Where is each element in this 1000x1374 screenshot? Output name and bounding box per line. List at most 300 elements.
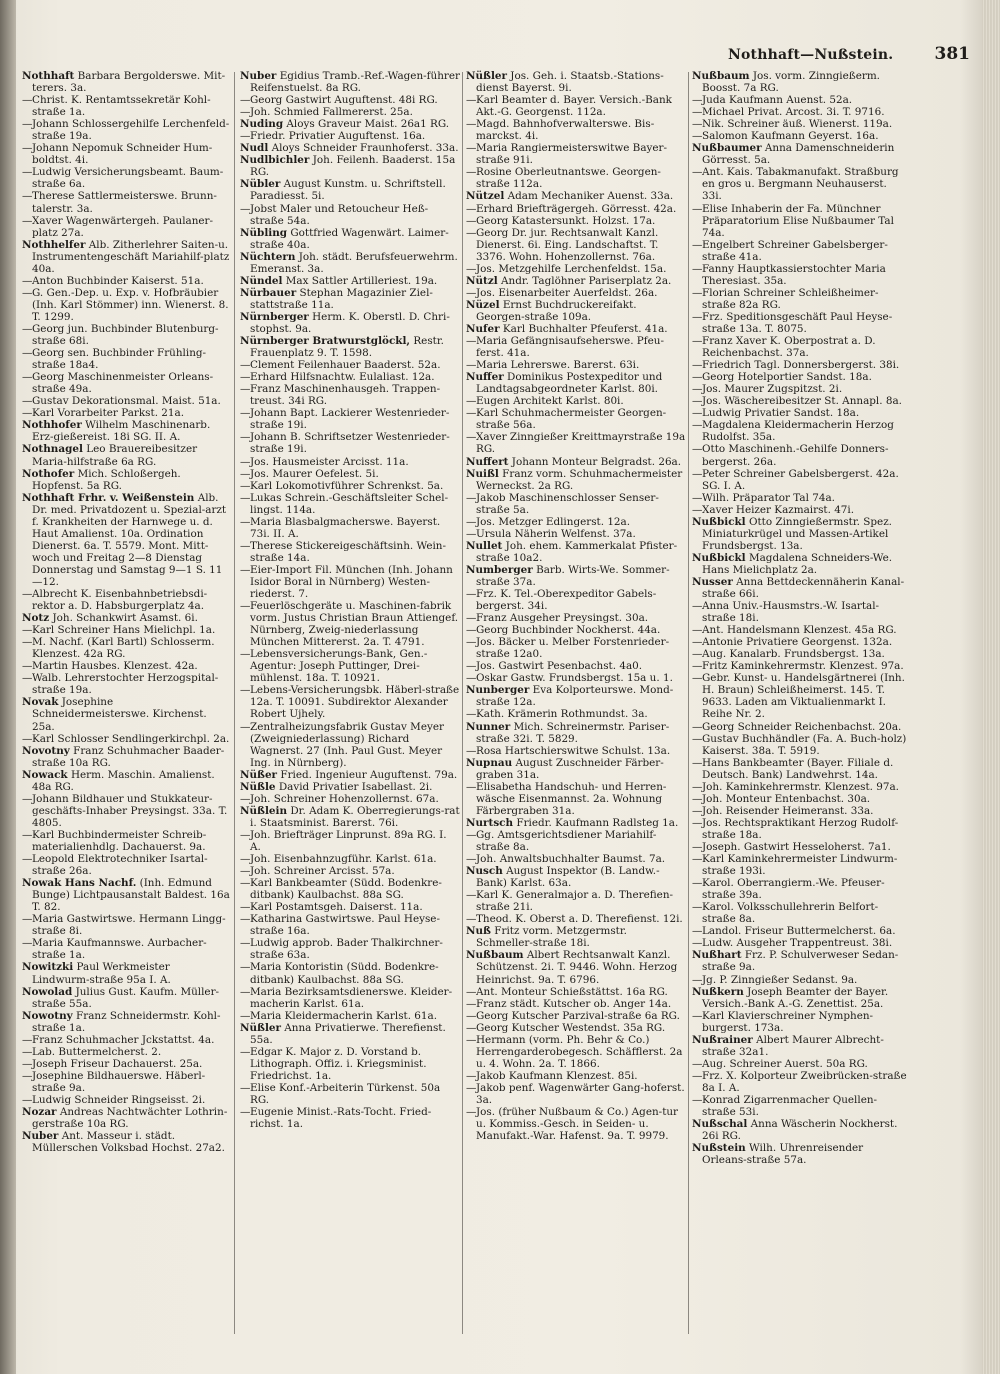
directory-entry	[692, 468, 907, 492]
entry-details: Alb. Dr. med. Privatdozent u. Spezial-arzt f. Krankheiten der Harnwege u. d. Haut Amalienst. 10a. Ordination Dienerst. 6a. T. 5579. Mont. Mitt-woch und Freitag 2—8 Dienstag Donnerstag und Samstag 9—1 S. 11—12.	[32, 491, 227, 588]
entry-details: G. Gen.-Dep. u. Exp. v. Hofbräubier (Inh. Karl Stömmer) inn. Wienerst. 8. T. 1299.	[32, 286, 229, 323]
entry-details: Joh. ehem. Kammerkalat Pfister-straße 10a2.	[476, 539, 678, 564]
entry-surname: Nowak Hans Nachf.	[22, 877, 137, 890]
directory-entry	[466, 721, 686, 745]
entry-details: Johann Schlossergehilfe Lerchenfeld-straße 19a.	[32, 118, 230, 143]
ditto-dash: —	[240, 467, 251, 480]
entry-details: Fanny Hauptkassierstochter Maria Theresiast. 35a.	[702, 262, 886, 287]
entry-details: Johann Bapt. Lackierer Westenrieder-straße 19i.	[250, 407, 450, 432]
entry-surname: Nüßler	[466, 70, 507, 82]
ditto-dash: —	[692, 600, 703, 613]
directory-entry	[692, 853, 907, 877]
ditto-dash: —	[22, 118, 33, 131]
directory-entry	[240, 203, 460, 227]
ditto-dash: —	[22, 407, 33, 420]
entry-details: Hans Bankbeamter (Bayer. Filiale d. Deutsch. Bank) Landwehrst. 14a.	[702, 756, 894, 781]
entry-surname: Nußschal	[692, 1118, 748, 1131]
entry-surname: Novak	[22, 696, 59, 709]
directory-entry	[240, 106, 460, 118]
entry-surname: Nußbickl	[692, 551, 746, 564]
entry-details: David Privatier Isabellast. 2i.	[278, 780, 433, 793]
entry-details: Hermann (vorm. Ph. Behr & Co.) Herrengarderobegesch. Schäfflerst. 2a u. 4. Wohn. 2a. T. 1866.	[476, 1033, 683, 1070]
ditto-dash: —	[22, 322, 33, 335]
entry-details: Jos. Hausmeister Arcisst. 11a.	[250, 455, 409, 468]
entry-details: Therese Stickereigeschäftsinh. Wein-straße 14a.	[250, 539, 447, 564]
directory-entry	[240, 853, 460, 865]
ditto-dash: —	[692, 130, 703, 143]
entry-details: Gustav Buchhändler (Fa. A. Buch-holz) Kaiserst. 38a. T. 5919.	[702, 732, 907, 757]
entry-surname: Notz	[22, 612, 50, 625]
entry-surname: Nothofer	[22, 467, 75, 480]
ditto-dash: —	[22, 274, 33, 287]
directory-entry	[22, 877, 230, 913]
entry-details: Magd. Bahnhofverwalterswe. Bis-marckst. 4i.	[476, 118, 655, 143]
directory-entry	[466, 540, 686, 564]
entry-surname: Nuber	[22, 1130, 59, 1143]
entry-details: Frz. K. Tel.-Oberexpeditor Gabels-bergerst. 34i.	[476, 588, 657, 613]
ditto-dash: —	[466, 1106, 477, 1119]
directory-entry	[240, 564, 460, 600]
entry-details: Johann B. Schriftsetzer Westenrieder-straße 19i.	[250, 431, 450, 456]
directory-entry	[692, 166, 907, 202]
ditto-dash: —	[466, 660, 477, 673]
entry-details: Gustav Dekorationsmal. Maist. 51a.	[32, 395, 221, 408]
ditto-dash: —	[240, 648, 251, 661]
directory-entry	[240, 492, 460, 516]
ditto-dash: —	[466, 359, 477, 372]
entry-surname: Nozar	[22, 1106, 57, 1119]
entry-details: Maria Kaufmannswe. Aurbacher-straße 1a.	[32, 937, 207, 962]
directory-entry	[692, 552, 907, 576]
directory-entry	[240, 516, 460, 540]
ditto-dash: —	[692, 780, 703, 793]
ditto-dash: —	[692, 732, 703, 745]
directory-entry	[692, 721, 907, 733]
entry-details: Ernst Buchdruckereifakt. Georgen-straße 109a.	[476, 298, 637, 323]
entry-surname: Nothhelfer	[22, 238, 86, 251]
ditto-dash: —	[466, 335, 477, 348]
directory-entry	[692, 901, 907, 925]
entry-surname: Nuffert	[466, 455, 509, 468]
entry-details: Jakob Maschinenschlosser Senser-straße 5a.	[476, 491, 659, 516]
entry-details: Karl Beamter d. Bayer. Versich.-Bank Akt.-G. Georgenst. 112a.	[476, 94, 672, 119]
entry-surname: Nothnagel	[22, 443, 83, 456]
directory-entry	[240, 1010, 460, 1022]
entry-details: Jakob penf. Wagenwärter Gang-hoferst. 3a.	[476, 1081, 685, 1106]
directory-entry	[692, 648, 907, 660]
directory-entry	[466, 492, 686, 516]
entry-details: Elise Konf.-Arbeiterin Türkenst. 50a RG.	[250, 1081, 441, 1106]
ditto-dash: —	[692, 286, 703, 299]
entry-details: Karl Schreiner Hans Mielichpl. 1a.	[32, 624, 216, 637]
directory-entry	[692, 359, 907, 371]
directory-entry	[22, 419, 230, 443]
directory-entry	[692, 311, 907, 335]
entry-details: Karl Kaminkehrermeister Lindwurm-straße 193i.	[702, 853, 898, 878]
directory-entry	[466, 275, 686, 287]
directory-entry	[466, 612, 686, 624]
entry-details: Maria Kontoristin (Südd. Bodenkre-ditbank) Kaulbachst. 88a SG.	[250, 961, 439, 986]
entry-details: Anna Privatierwe. Therefienst. 55a.	[250, 1021, 446, 1046]
entry-details: Johann Bildhauer und Stukkateur-geschäfts-Inhaber Preysingst. 33a. T. 4805.	[32, 792, 228, 829]
directory-column-3	[466, 70, 686, 1340]
ditto-dash: —	[466, 828, 477, 841]
entry-details: Joh. Anwaltsbuchhalter Baumst. 7a.	[476, 853, 666, 866]
entry-surname: Nurtsch	[466, 816, 514, 829]
directory-entry	[466, 516, 686, 528]
entry-details: Xaver Zinngießer Kreittmayrstraße 19a RG.	[476, 431, 686, 456]
directory-entry	[692, 203, 907, 239]
entry-details: Ant. Masseur i. städt. Müllerschen Volksbad Hochst. 27a2.	[32, 1130, 225, 1155]
directory-entry	[692, 504, 907, 516]
ditto-dash: —	[22, 395, 33, 408]
entry-details: Gebr. Kunst- u. Handelsgärtnerei (Inh. H. Braun) Schleißheimerst. 145. T. 9633. Laden am Viktualienmarkt I. Reihe Nr. 2.	[702, 672, 905, 721]
entry-surname: Nüchtern	[240, 250, 296, 263]
directory-entry	[692, 986, 907, 1010]
entry-details: Jobst Maler und Retoucheur Heß-straße 54a.	[250, 202, 429, 227]
directory-entry	[692, 287, 907, 311]
ditto-dash: —	[692, 1093, 703, 1106]
directory-entry	[240, 986, 460, 1010]
directory-entry	[466, 1082, 686, 1106]
entry-details: Aloys Schneider Fraunhoferst. 33a.	[271, 142, 459, 155]
entry-surname: Nufer	[466, 322, 500, 335]
entry-details: Mich. Schreinermstr. Pariser-straße 32i. T. 5829.	[476, 720, 670, 745]
directory-entry	[466, 757, 686, 781]
directory-entry	[240, 781, 460, 793]
directory-entry	[22, 733, 230, 745]
page-number: 381	[934, 44, 970, 64]
ditto-dash: —	[692, 419, 703, 432]
entry-surname: Novotny	[22, 744, 70, 757]
ditto-dash: —	[240, 720, 251, 733]
directory-entry	[22, 636, 230, 660]
entry-details: Katharina Gastwirtswe. Paul Heyse-straße 16a.	[250, 913, 440, 938]
entry-details: Oskar Gastw. Frundsbergst. 15a u. 1.	[476, 672, 673, 685]
directory-entry	[692, 757, 907, 781]
ditto-dash: —	[692, 925, 703, 938]
entry-details: Gottfried Wagenwärt. Laimer-straße 40a.	[250, 226, 449, 251]
directory-entry	[466, 853, 686, 865]
ditto-dash: —	[240, 600, 251, 613]
column-rule	[462, 72, 463, 1334]
ditto-dash: —	[692, 648, 703, 661]
column-rule	[688, 72, 689, 1334]
entry-details: Elise Inhaberin der Fa. Münchner Präparatorium Elise Nußbaumer Tal 74a.	[702, 202, 894, 239]
entry-surname: Nuber	[240, 70, 277, 82]
directory-entry	[22, 660, 230, 672]
ditto-dash: —	[240, 94, 251, 107]
entry-details: Albert Rechtsanwalt Kanzl. Schützenst. 2i. T. 9446. Wohn. Herzog Heinrichst. 9a. T. 6796.	[476, 949, 678, 986]
directory-entry	[466, 227, 686, 263]
entry-details: Friedr. Kaufmann Radlsteg 1a.	[516, 816, 679, 829]
directory-entry	[240, 480, 460, 492]
directory-entry	[22, 1106, 230, 1130]
ditto-dash: —	[22, 1045, 33, 1058]
entry-details: Frz. Speditionsgeschäft Paul Heyse-straße 13a. T. 8075.	[702, 310, 893, 335]
ditto-dash: —	[466, 491, 477, 504]
directory-entry	[22, 239, 230, 275]
entry-details: Restr. Frauenplatz 9. T. 1598.	[250, 335, 444, 360]
entry-details: Georg jun. Buchbinder Blutenburg-straße 68i.	[32, 322, 219, 348]
entry-details: Ludwig Privatier Sandst. 18a.	[702, 407, 860, 420]
entry-details: Joh. Schankwirt Asamst. 6i.	[52, 612, 198, 625]
directory-entry	[466, 528, 686, 540]
directory-entry	[466, 913, 686, 925]
directory-entry	[692, 841, 907, 853]
ditto-dash: —	[692, 371, 703, 384]
directory-entry	[466, 395, 686, 407]
ditto-dash: —	[22, 853, 33, 866]
directory-entry	[240, 142, 460, 154]
entry-details: Stephan Magazinier Ziel-stattstraße 11a.	[250, 286, 433, 311]
directory-entry	[466, 925, 686, 949]
entry-details: Fried. Ingenieur Auguftenst. 79a.	[280, 768, 458, 781]
entry-surname: Nullet	[466, 539, 503, 552]
entry-details: Eugenie Minist.-Rats-Tocht. Fried-richst. 1a.	[250, 1106, 432, 1131]
entry-details: Joh. Briefträger Linprunst. 89a RG. I. A.	[250, 828, 447, 853]
ditto-dash: —	[466, 431, 477, 444]
directory-entry	[692, 419, 907, 443]
directory-entry	[240, 540, 460, 564]
directory-entry	[692, 106, 907, 118]
ditto-dash: —	[240, 961, 251, 974]
ditto-dash: —	[22, 913, 33, 926]
directory-entry	[22, 492, 230, 588]
ditto-dash: —	[22, 371, 33, 384]
ditto-dash: —	[466, 985, 477, 998]
ditto-dash: —	[466, 142, 477, 155]
directory-entry	[466, 636, 686, 660]
ditto-dash: —	[466, 708, 477, 721]
entry-details: Konrad Zigarrenmacher Quellen-straße 53i.	[702, 1093, 878, 1119]
entry-details: Karl Schlosser Sendlingerkirchpl. 2a.	[32, 732, 230, 745]
entry-details: Karl Schuhmachermeister Georgen-straße 56a.	[476, 407, 667, 432]
ditto-dash: —	[240, 828, 251, 841]
entry-details: Edgar K. Major z. D. Vorstand b. Lithograph. Offiz. i. Kriegsminist. Friedrichst. 1a.	[250, 1045, 427, 1082]
entry-details: Georg Hotelportier Sandst. 18a.	[702, 371, 872, 384]
directory-entry	[692, 130, 907, 142]
entry-details: Mich. Schloßergeh. Hopfenst. 5a RG.	[32, 467, 181, 492]
entry-surname: Nowotny	[22, 1009, 73, 1022]
directory-entry	[240, 600, 460, 648]
entry-details: Karol. Volksschullehrerin Belfort-straße 8a.	[702, 901, 879, 926]
ditto-dash: —	[22, 142, 33, 155]
directory-entry	[22, 215, 230, 239]
directory-entry	[240, 721, 460, 769]
directory-entry	[466, 998, 686, 1010]
directory-entry	[22, 468, 230, 492]
entry-details: Dr. Adam K. Oberregierungs-rat i. Staatsminist. Barerst. 76i.	[250, 804, 460, 829]
entry-details: Frz. P. Schulverweser Sedan-straße 9a.	[702, 949, 899, 974]
entry-details: Anton Buchbinder Kaiserst. 51a.	[32, 274, 204, 287]
directory-entry	[240, 901, 460, 913]
entry-details: Therese Sattlermeisterswe. Brunn-talerstr. 3a.	[32, 190, 217, 215]
entry-details: Barbara Bergolderswe. Mit-terers. 3a.	[32, 70, 226, 95]
ditto-dash: —	[692, 118, 703, 131]
ditto-dash: —	[692, 816, 703, 829]
ditto-dash: —	[22, 672, 33, 685]
ditto-dash: —	[240, 407, 251, 420]
ditto-dash: —	[692, 660, 703, 673]
entry-details: Jos. Metzgehilfe Lerchenfeldst. 15a.	[476, 262, 667, 275]
entry-details: Jos. Maurer Zugspitzst. 2i.	[702, 383, 843, 396]
directory-entry	[22, 371, 230, 395]
entry-details: Ant. Kais. Tabakmanufakt. Straßburg en gros u. Bergmann Neuhauserst. 33i.	[702, 166, 899, 203]
entry-details: Joh. Feilenh. Baaderst. 15a RG.	[250, 154, 456, 179]
ditto-dash: —	[240, 853, 251, 866]
entry-details: Christ. K. Rentamtssekretär Kohl-straße 1a.	[32, 94, 211, 119]
ditto-dash: —	[22, 1069, 33, 1082]
entry-details: Maria Gastwirtswe. Hermann Lingg-straße 8i.	[32, 913, 226, 938]
ditto-dash: —	[466, 527, 477, 540]
directory-entry	[240, 130, 460, 142]
entry-details: Clement Feilenhauer Baaderst. 52a.	[250, 359, 441, 372]
ditto-dash: —	[22, 624, 33, 637]
directory-entry	[692, 94, 907, 106]
directory-entry	[22, 913, 230, 937]
entry-surname: Nudl	[240, 142, 269, 155]
entry-details: Friedr. Privatier Auguftenst. 16a.	[250, 130, 426, 143]
entry-surname: Nothhaft	[22, 70, 75, 82]
ditto-dash: —	[466, 395, 477, 408]
ditto-dash: —	[466, 612, 477, 625]
directory-entry	[692, 1058, 907, 1070]
ditto-dash: —	[240, 1045, 251, 1058]
directory-entry	[240, 913, 460, 937]
ditto-dash: —	[240, 913, 251, 926]
ditto-dash: —	[692, 672, 703, 685]
directory-entry	[692, 733, 907, 757]
directory-entry	[240, 468, 460, 480]
ditto-dash: —	[466, 1069, 477, 1082]
entry-details: Eugen Architekt Karlst. 80i.	[476, 395, 624, 408]
directory-entry	[22, 166, 230, 190]
directory-entry	[466, 371, 686, 395]
entry-details: August Zuschneider Färber-graben 31a.	[476, 756, 664, 781]
entry-details: Alb. Zitherlehrer Saiten-u. Instrumentengeschäft Mariahilf-platz 40a.	[32, 238, 230, 275]
entry-surname: Nübling	[240, 226, 288, 239]
ditto-dash: —	[692, 804, 703, 817]
entry-details: Anna Damenschneiderin Görresst. 5a.	[702, 142, 895, 167]
ditto-dash: —	[692, 335, 703, 348]
ditto-dash: —	[466, 588, 477, 601]
entry-details: Franz Maschinenhausgeh. Trappen-treust. 34i RG.	[250, 383, 441, 408]
entry-details: Magdalena Kleidermacherin Herzog Rudolfst. 35a.	[702, 419, 894, 444]
entry-details: Ursula Näherin Welfenst. 37a.	[476, 527, 636, 540]
ditto-dash: —	[22, 166, 33, 179]
ditto-dash: —	[692, 491, 703, 504]
entry-details: Georg Maschinenmeister Orleans-straße 49a.	[32, 371, 214, 396]
entry-details: Maria Gefängnisaufseherswe. Pfeu-ferst. 41a.	[476, 335, 664, 360]
directory-entry	[466, 468, 686, 492]
entry-surname: Nußbaumer	[692, 142, 762, 155]
ditto-dash: —	[240, 792, 251, 805]
entry-details: Georg Kutscher Parzival-straße 6a RG.	[476, 1009, 680, 1022]
entry-surname: Nützel	[466, 190, 505, 203]
ditto-dash: —	[240, 455, 251, 468]
entry-details: Barb. Wirts-We. Sommer-straße 37a.	[476, 563, 670, 588]
directory-entry	[22, 190, 230, 214]
directory-entry	[692, 672, 907, 720]
entry-details: Jos. vorm. Zinngießerm. Boosst. 7a RG.	[702, 70, 880, 95]
directory-entry	[240, 94, 460, 106]
entry-details: Johann Nepomuk Schneider Hum-boldtst. 4i.	[32, 142, 213, 167]
entry-details: Joseph Beamter der Bayer. Versich.-Bank A.-G. Zenettist. 25a.	[702, 985, 889, 1010]
directory-entry	[22, 1070, 230, 1094]
ditto-dash: —	[240, 865, 251, 878]
entry-details: Maria Lehrerswe. Barerst. 63i.	[476, 359, 640, 372]
directory-entry	[692, 70, 907, 94]
directory-entry	[240, 829, 460, 853]
entry-details: Joh. Schreiner Arcisst. 57a.	[250, 865, 395, 878]
ditto-dash: —	[466, 853, 477, 866]
entry-surname: Nübler	[240, 178, 281, 191]
entry-details: Maria Blasbalgmacherswe. Bayerst. 73i. II. A.	[250, 515, 441, 540]
entry-details: Georg sen. Buchbinder Frühling-straße 18a4.	[32, 347, 207, 372]
directory-entry	[240, 371, 460, 383]
entry-details: Otto Zinngießermstr. Spez. Miniaturkrügel und Massen-Artikel Frundsbergst. 13a.	[702, 515, 892, 552]
ditto-dash: —	[466, 624, 477, 637]
entry-surname: Nüßlein	[240, 804, 288, 817]
directory-entry	[22, 793, 230, 829]
entry-details: Jos. Maurer Oefelest. 5i.	[250, 467, 379, 480]
directory-entry	[240, 383, 460, 407]
entry-surname: Nürbauer	[240, 286, 297, 299]
entry-details: Jos. Geh. i. Staatsb.-Stations-dienst Bayerst. 9i.	[476, 70, 664, 95]
ditto-dash: —	[22, 286, 33, 299]
entry-details: Andr. Taglöhner Pariserplatz 2a.	[501, 274, 672, 287]
entry-details: Anna Wäscherin Nockherst. 26i RG.	[702, 1118, 898, 1143]
entry-surname: Nudlbichler	[240, 154, 310, 167]
entry-details: Eier-Import Fil. München (Inh. Johann Isidor Boral in Nürnberg) Westen-riederst. 7.	[250, 563, 453, 601]
directory-entry	[22, 1094, 230, 1106]
directory-entry	[240, 359, 460, 371]
directory-entry	[240, 793, 460, 805]
directory-entry	[240, 456, 460, 468]
directory-entry	[466, 889, 686, 913]
directory-entry	[466, 70, 686, 94]
entry-details: Joh. Eisenbahnzugführ. Karlst. 61a.	[250, 853, 437, 866]
entry-details: Salomon Kaufmann Geyerst. 16a.	[702, 130, 879, 143]
entry-details: Theod. K. Oberst a. D. Therefienst. 12i.	[476, 913, 683, 926]
directory-entry	[466, 745, 686, 757]
ditto-dash: —	[692, 202, 703, 215]
entry-details: August Inspektor (B. Landw.-Bank) Karlst. 63a.	[476, 865, 660, 890]
entry-details: Fritz Kaminkehrermstr. Klenzest. 97a.	[702, 660, 904, 673]
ditto-dash: —	[692, 841, 703, 853]
ditto-dash: —	[22, 347, 33, 360]
entry-details: Antonie Privatiere Georgenst. 132a.	[702, 636, 893, 649]
entry-details: Karl Buchbindermeister Schreib-materialienhdlg. Dachauerst. 9a.	[32, 828, 207, 853]
directory-entry	[692, 371, 907, 383]
ditto-dash: —	[22, 660, 33, 673]
directory-entry	[692, 1034, 907, 1058]
ditto-dash: —	[692, 383, 703, 396]
ditto-dash: —	[692, 310, 703, 323]
entry-details: Joh. Kaminkehrermstr. Klenzest. 97a.	[702, 780, 899, 793]
entry-details: Karl Bankbeamter (Südd. Bodenkre-ditbank) Kaulbachst. 88a SG.	[250, 877, 442, 902]
entry-details: Ludwig Versicherungsbeamt. Baum-straße 6a.	[32, 166, 224, 191]
directory-entry	[22, 1058, 230, 1070]
directory-entry	[240, 154, 460, 178]
entry-details: Josephine Schneidermeisterswe. Kirchenst. 25a.	[32, 696, 207, 733]
ditto-dash: —	[22, 636, 33, 649]
ditto-dash: —	[240, 563, 251, 576]
entry-details: Franz städt. Kutscher ob. Anger 14a.	[476, 997, 672, 1010]
entry-details: Eva Kolporteurswe. Mond-straße 12a.	[476, 684, 674, 709]
directory-entry	[692, 443, 907, 467]
